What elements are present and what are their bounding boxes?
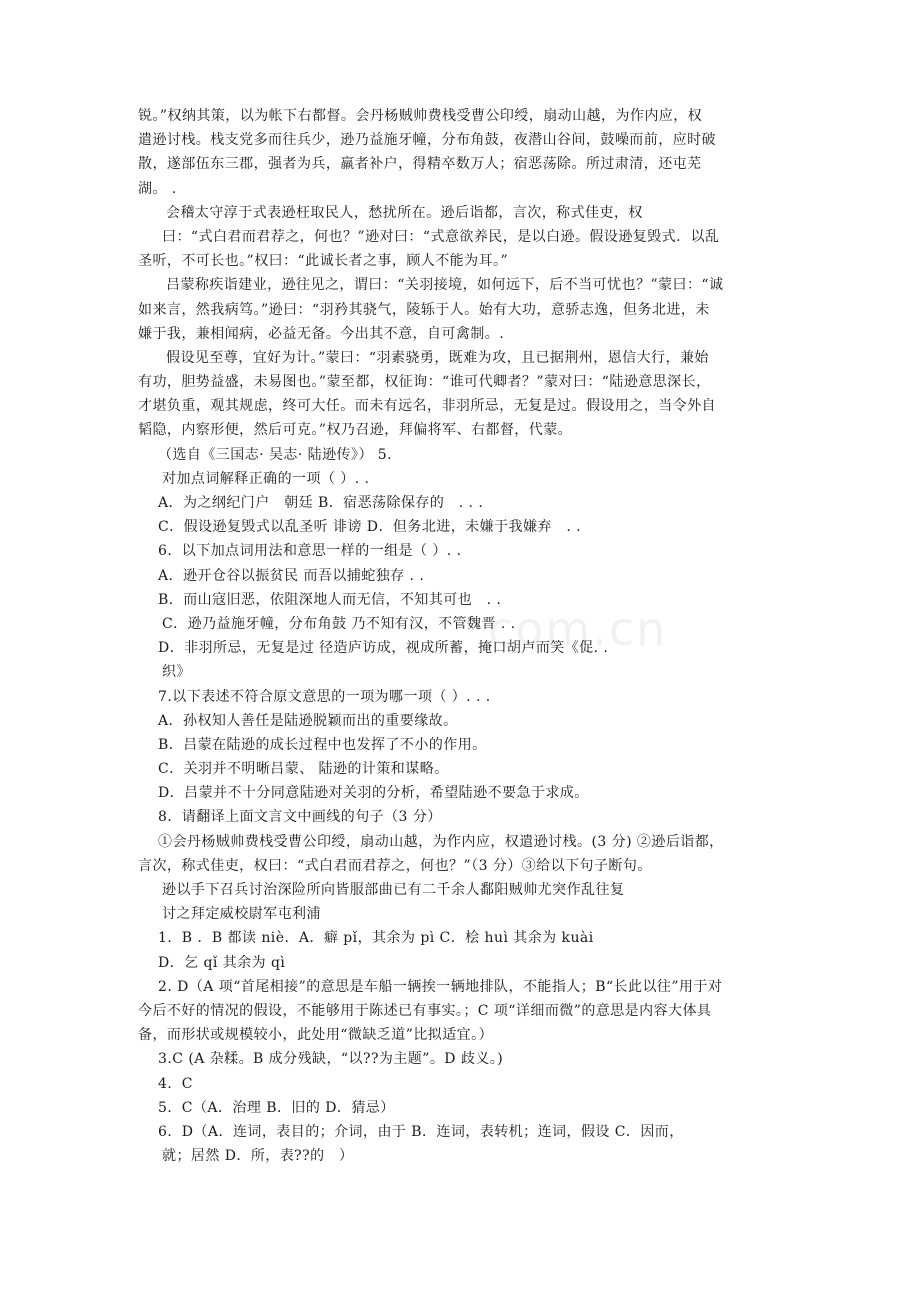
text-line: D．乞 qǐ 其余为 qì (158, 954, 286, 971)
text-line: C．逊乃益施牙幢，分布角鼓 乃不知有汉，不管魏晋 . . (162, 615, 516, 632)
text-line: 湖。 . (138, 180, 177, 197)
text-line: 今后不好的情况的假设，不能够用于陈述已有事实。；C 项“详细而微”的意思是内容大体具 (138, 1002, 712, 1019)
text-line: 才堪负重，观其规虑，终可大任。而未有远名，非羽所忌，无复是过。假设用之，当令外自 (138, 398, 716, 415)
text-line: 韬隐，内察形便，然后可克。”权乃召逊，拜偏将军、右都督，代蒙。 (138, 422, 573, 439)
text-line: 6．以下加点词用法和意思一样的一组是（ ）. . (158, 543, 462, 560)
text-line: 备，而形状或规模较小，此处用“微缺乏道”比拟适宜。） (138, 1027, 494, 1044)
text-line: A．为之纲纪门户 朝廷 B．宿恶荡除保存的 . . . (158, 495, 484, 511)
text-line: 曰：“式白君而君荐之，何也？”逊对曰：“式意欲养民，是以白逊。假设逊复毁式．以乱 (162, 228, 720, 245)
text-line: B．而山寇旧恶，依阻深地人而无信，不知其可也 . . (158, 591, 502, 608)
text-line: D．吕蒙并不十分同意陆逊对关羽的分析，希望陆逊不要急于求成。 (158, 785, 589, 802)
text-line: A．逊开仓谷以振贫民 而吾以捕蛇独存 . . (158, 567, 425, 584)
text-line: 就；居然 D．所，表??的 ） (162, 1148, 354, 1165)
text-line: 嫌于我，兼相闻病，必益无备。今出其不意，自可禽制。. (138, 325, 505, 342)
text-line: 3.C (A 杂糅。B 成分残缺，“以??为主题”。D 歧义。) (158, 1051, 504, 1068)
text-line: C．关羽并不明晰吕蒙、 陆逊的计策和谋略。 (158, 761, 449, 778)
text-line: 8．请翻译上面文言文中画线的句子（3 分） (158, 809, 442, 826)
text-line: 7.以下表述不符合原文意思的一项为哪一项（ ）. . . (158, 688, 491, 705)
text-line: 1．B ．B 都读 niè．A．癖 pǐ，其余为 pì C．桧 huì 其余为 kuài (158, 930, 594, 947)
text-line: ①会丹杨贼帅费栈受曹公印绶，扇动山越，为作内应，权遣逊讨栈。(3 分) ②逊后诣都， (158, 833, 724, 850)
watermark: com.cn (488, 602, 668, 656)
text-line: D．非羽所忌，无复是过 径造庐访成，视成所蓄，掩口胡卢而笑《促. . (158, 640, 609, 657)
text-line: 有功，胆势益盛，未易图也。”蒙至都，权征询：“谁可代卿者？”蒙对曰：“陆逊意思深长， (138, 374, 711, 391)
text-line: 圣听，不可长也。”权曰：“此诚长者之事，顾人不能为耳。” (138, 253, 509, 270)
document-page (138, 104, 788, 1168)
text-line: 讨之拜定威校尉军屯利浦 (162, 906, 321, 923)
text-line: C．假设逊复毁式以乱圣听 诽谤 D．但务北进，未嫌于我嫌弃 . . (158, 519, 582, 536)
text-line: 5．C（A．治理 B．旧的 D．猜忌） (158, 1099, 395, 1116)
text-line: 言次，称式佳吏，权曰：“式白君而君荐之，何也？”（3 分）③给以下句子断句。 (138, 857, 652, 874)
text-line: 6．D（A．连词，表目的；介词，由于 B．连词，表转机；连词，假设 C．因而， (158, 1123, 684, 1140)
text-line: B．吕蒙在陆逊的成长过程中也发挥了不小的作用。 (158, 736, 487, 753)
text-line: 散，遂部伍东三郡，强者为兵，羸者补户，得精卒数万人；宿恶荡除。所过肃清，还屯芜 (138, 156, 702, 173)
text-line: 锐。”权纳其策，以为帐下右都督。会丹杨贼帅费栈受曹公印绶，扇动山越，为作内应，权 (138, 108, 703, 124)
text-line: （选自《三国志· 吴志· 陆逊传》） 5. (158, 446, 393, 463)
text-line: 对加点词解释正确的一项（ ）. . (162, 470, 370, 487)
text-line: 会稽太守淳于式表逊枉取民人，愁扰所在。逊后诣都，言次，称式佳吏，权 (166, 204, 643, 221)
text-line: 如来言，然我病笃。”逊曰：“羽矜其骁气，陵轹于人。始有大功，意骄志逸，但务北进，未 (138, 301, 710, 318)
text-line: 2. D（A 项“首尾相接”的意思是车船一辆挨一辆地排队，不能指人；B“长此以往”用于对 (158, 978, 723, 995)
text-line: 遣逊讨栈。栈支党多而往兵少，逊乃益施牙幢，分布角鼓，夜潜山谷间，鼓噪而前，应时破 (138, 132, 716, 149)
text-line: A．孙权知人善任是陆逊脱颖而出的重要缘故。 (158, 712, 458, 729)
text-line: 织》 (162, 664, 191, 681)
text-line: 4．C (158, 1075, 193, 1092)
text-line: 吕蒙称疾诣建业，逊往见之，谓曰：“关羽接境，如何远下，后不当可忧也？”蒙曰：“诚 (166, 277, 724, 294)
text-line: 逊以手下召兵讨治深险所向皆服部曲已有二千余人鄱阳贼帅尤突作乱往复 (162, 882, 625, 898)
text-line: 假设见至尊，宜好为计。”蒙曰：“羽素骁勇，既难为攻，且已据荆州，恩信大行，兼始 (166, 349, 709, 366)
